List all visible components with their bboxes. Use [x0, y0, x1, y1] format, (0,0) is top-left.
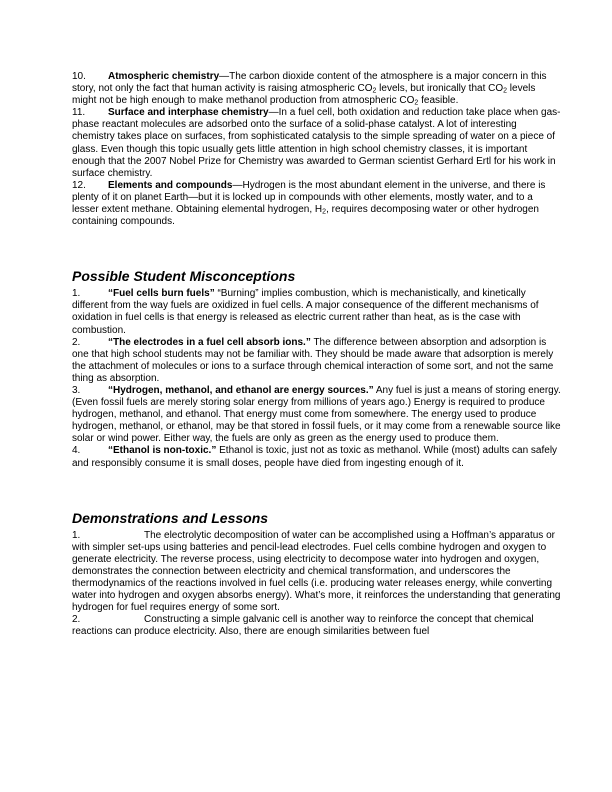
item-text: levels might not be high enough to make methanol production from atmospheric CO: [72, 83, 536, 107]
item-text: Ethanol is toxic, just not as toxic as methanol. While (most) adults can safely and responsibly consume it is small doses, people have died from ingesting enough of it.: [72, 445, 558, 469]
item-number: 4.: [72, 445, 81, 457]
item-text: Any fuel is just a means of storing energy. (Even fossil fuels are merely storing solar energy from millions of years ago.) Energy is required to produce hydrogen, methanol, and ethanol. That energy must come from somewhere. The energy used to produce hydrogen, methanol, or ethanol, may be that stored in fossil fuels, or it may come from a renewable source like solar or wind power. Either way, the fuels are only as green as the energy used to produce them.: [72, 384, 561, 445]
item-text: The electrolytic decomposition of water can be accomplished using a Hoffman’s apparatus or with simpler set-ups using batteries and pencil-lead electrodes. Fuel cells combine hydrogen and oxygen to generate electricity. The reverse process, using electricity to decompose water into hydrogen and oxygen, demonstrates the connection between electricity and chemical transformation, and underscores the thermodynamics of the reactions involved in fuel cells (i.e. producing water releases energy, while converting water into hydrogen and oxygen absorbs energy). What’s more, it reinforces the understanding that generating hydrogen for fuel requires energy of some sort.: [72, 529, 561, 614]
item-text: The difference between absorption and adsorption is one that high school students may not be familiar with. They should be made aware that adsorption is merely the attachment of molecules or ions to a surface through chemical interaction of some sort, and not the same thing as absorption.: [72, 336, 554, 384]
section-heading: Possible Student Misconceptions: [72, 268, 296, 285]
item-number: 1.: [72, 529, 81, 541]
item-number: 2.: [72, 336, 81, 348]
item-text: —In a fuel cell, both oxidation and reduction take place when gas-phase reactant molecules are adsorbed onto the surface of a solid-phase catalyst. A lot of interesting chemistry takes place on surfaces, from sophisticated catalysis to the simple spreading of water on a piece of glass. Even though this topic usually gets little attention in high school chemistry classes, it is important enough that the 2007 Nobel Prize for Chemistry was awarded to German scientist Gerhard Ertl for his work in surface chemistry.: [72, 107, 561, 179]
item-text: feasible.: [418, 95, 459, 107]
list-item: [72, 445, 562, 469]
list-item: [72, 530, 562, 615]
item-title: Atmospheric chemistry: [108, 71, 220, 82]
subscript: 2: [503, 87, 508, 95]
item-number: 2.: [72, 614, 81, 626]
item-title: “Fuel cells burn fuels”: [108, 288, 215, 300]
section-heading: Demonstrations and Lessons: [72, 509, 269, 526]
subscript: 2: [322, 208, 327, 216]
item-text: Constructing a simple galvanic cell is another way to reinforce the concept that chemical reactions can produce electricity. Also, there are enough similarities between fuel: [72, 614, 534, 638]
item-title: Surface and interphase chemistry: [108, 107, 269, 119]
item-number: 12.: [72, 179, 86, 191]
item-number: 3.: [72, 384, 81, 396]
top-items-section: [72, 71, 562, 228]
item-text: —The carbon dioxide content of the atmosphere is a major concern in this story, not only the fact that human activity is raising atmospheric CO: [72, 71, 547, 95]
item-number: 11.: [72, 107, 86, 119]
item-number: 10.: [72, 71, 86, 82]
list-item: [72, 385, 562, 445]
list-item: [72, 337, 562, 385]
item-title: Elements and compounds: [108, 179, 233, 191]
list-item: [72, 288, 562, 336]
list-item-surface-chemistry: [72, 107, 562, 180]
item-text: , requires decomposing water or other hydrogen containing compounds.: [72, 204, 539, 228]
item-title: “Ethanol is non-toxic.”: [108, 445, 217, 457]
list-item-atmospheric-chemistry: [72, 71, 562, 107]
item-text: levels, but ironically that CO: [376, 83, 504, 95]
item-title: “Hydrogen, methanol, and ethanol are energy sources.”: [108, 384, 374, 396]
item-title: “The electrodes in a fuel cell absorb ions.”: [108, 336, 311, 348]
subscript: 2: [414, 99, 419, 107]
list-item-elements-compounds: [72, 180, 562, 228]
item-text: “Burning” implies combustion, which is mechanistically, and kinetically different from the way fuels are oxidized in fuel cells. A major consequence of the different mechanisms of oxidation in fuel cells is that energy is released as electric current rather than heat, as is the case with combustion.: [72, 288, 539, 336]
demonstrations-section: [72, 510, 562, 639]
misconceptions-section: [72, 268, 562, 469]
item-text: —Hydrogen is the most abundant element in the universe, and there is plenty of it on planet Earth—but it is locked up in compounds with other elements, mostly water, and to a lesser extent methane. Obtaining elemental hydrogen, H: [72, 179, 546, 216]
item-number: 1.: [72, 288, 81, 300]
list-item: [72, 614, 562, 638]
subscript: 2: [372, 87, 377, 95]
